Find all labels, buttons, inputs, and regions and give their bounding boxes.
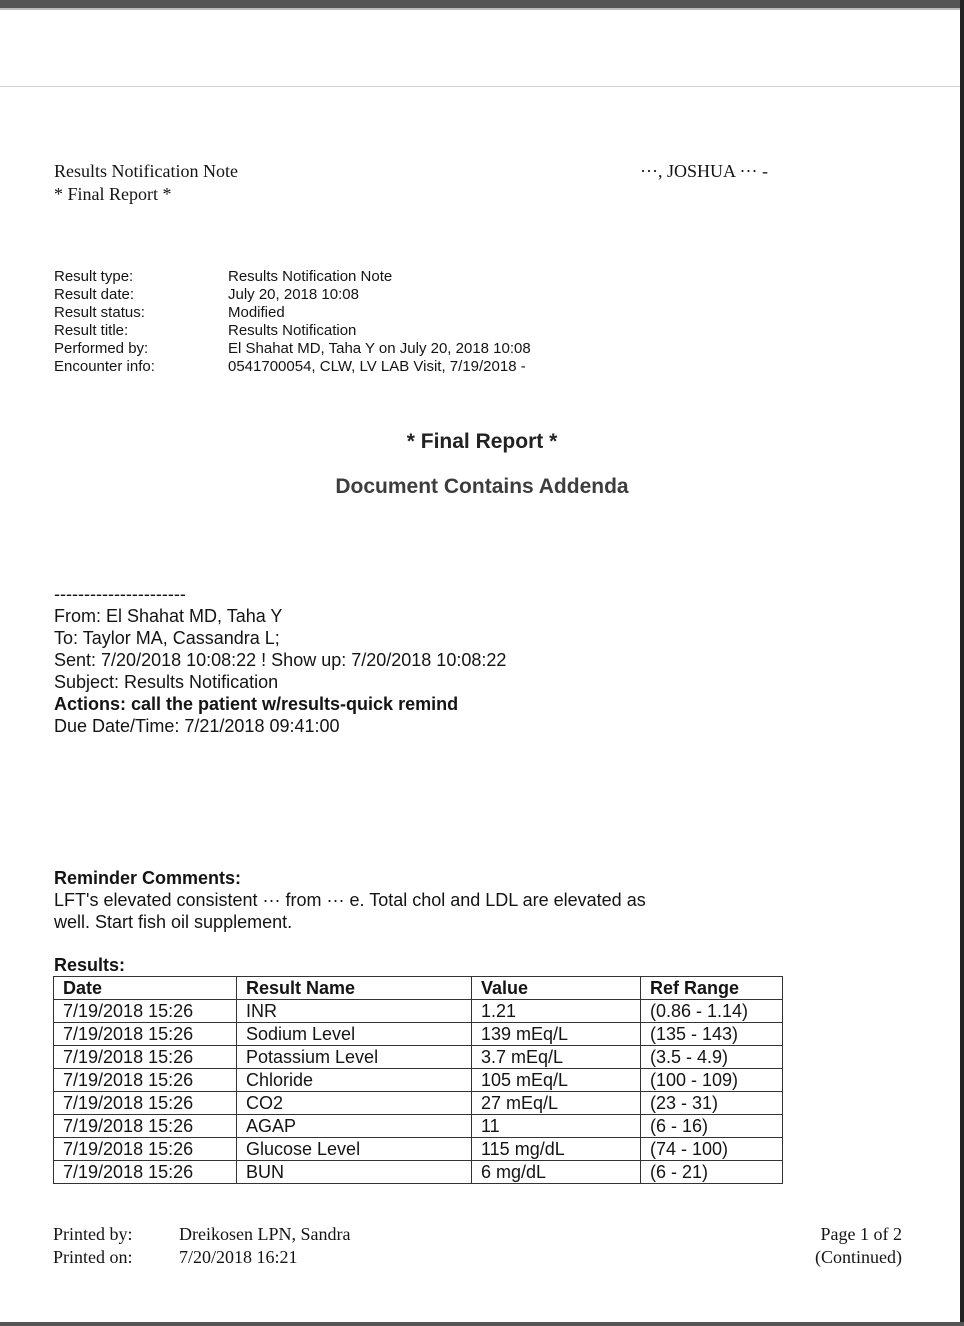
table-row [54, 1161, 783, 1184]
cell-date: 7/19/2018 15:26 [54, 1115, 237, 1138]
column-header-result-name: Result Name [237, 977, 472, 1000]
cell-ref-range: (6 - 16) [641, 1115, 783, 1138]
cell-ref-range: (135 - 143) [641, 1023, 783, 1046]
meta-row [54, 358, 531, 376]
cell-date: 7/19/2018 15:26 [54, 1161, 237, 1184]
cell-date: 7/19/2018 15:26 [54, 1092, 237, 1115]
column-header-ref-range: Ref Range [641, 977, 783, 1000]
meta-value: July 20, 2018 10:08 [228, 286, 359, 303]
reminder-comments [54, 867, 904, 933]
cell-date: 7/19/2018 15:26 [54, 1069, 237, 1092]
meta-label: Result title: [54, 322, 129, 339]
document-header [54, 160, 238, 206]
meta-label: Result date: [54, 286, 135, 303]
cell-value: 139 mEq/L [472, 1023, 641, 1046]
meta-row [54, 286, 531, 304]
cell-ref-range: (23 - 31) [641, 1092, 783, 1115]
reminder-heading: Reminder Comments: [54, 868, 242, 888]
cell-result-name: INR [237, 1000, 472, 1023]
cell-ref-range: (74 - 100) [641, 1138, 783, 1161]
printed-by-row [53, 1223, 350, 1246]
cell-date: 7/19/2018 15:26 [54, 1000, 237, 1023]
cell-value: 6 mg/dL [472, 1161, 641, 1184]
result-metadata [54, 268, 531, 376]
cell-result-name: BUN [237, 1161, 472, 1184]
cell-value: 27 mEq/L [472, 1092, 641, 1115]
printed-by-value: Dreikosen LPN, Sandra [179, 1224, 351, 1244]
meta-label: Performed by: [54, 340, 149, 357]
scan-edge-right [960, 0, 964, 1326]
cell-date: 7/19/2018 15:26 [54, 1138, 237, 1161]
message-block [54, 583, 506, 737]
message-separator: ---------------------- [54, 584, 186, 604]
page-info [815, 1223, 902, 1269]
printed-on-value: 7/20/2018 16:21 [179, 1247, 298, 1267]
reminder-line: well. Start fish oil supplement. [54, 912, 293, 932]
message-due-date: Due Date/Time: 7/21/2018 09:41:00 [54, 716, 340, 736]
meta-value: El Shahat MD, Taha Y on July 20, 2018 10:08 [228, 340, 531, 357]
meta-row [54, 304, 531, 322]
column-header-date: Date [54, 977, 237, 1000]
table-row [54, 1069, 783, 1092]
message-actions: Actions: call the patient w/results-quick remind [54, 694, 459, 714]
cell-result-name: Chloride [237, 1069, 472, 1092]
cell-result-name: CO2 [237, 1092, 472, 1115]
cell-value: 1.21 [472, 1000, 641, 1023]
table-row [54, 1046, 783, 1069]
cell-value: 115 mg/dL [472, 1138, 641, 1161]
table-row [54, 1023, 783, 1046]
page-fold-line [0, 86, 960, 87]
meta-label: Encounter info: [54, 358, 155, 375]
cell-result-name: Glucose Level [237, 1138, 472, 1161]
cell-date: 7/19/2018 15:26 [54, 1046, 237, 1069]
meta-value: 0541700054, CLW, LV LAB Visit, 7/19/2018 - [228, 358, 526, 375]
cell-ref-range: (6 - 21) [641, 1161, 783, 1184]
scan-edge-bottom [0, 1322, 964, 1326]
print-info [53, 1223, 350, 1269]
table-row [54, 1092, 783, 1115]
table-row [54, 1000, 783, 1023]
note-title: Results Notification Note [54, 161, 238, 181]
meta-label: Result type: [54, 268, 134, 285]
cell-ref-range: (3.5 - 4.9) [641, 1046, 783, 1069]
meta-row [54, 268, 531, 286]
final-report-tag: * Final Report * [54, 184, 172, 204]
message-sent: Sent: 7/20/2018 10:08:22 ! Show up: 7/20/2018 10:08:22 [54, 650, 507, 670]
cell-ref-range: (100 - 109) [641, 1069, 783, 1092]
results-heading: Results: [54, 955, 126, 975]
scan-edge-top-shade [0, 8, 964, 10]
meta-row [54, 322, 531, 340]
printed-on-label: Printed on: [53, 1247, 133, 1267]
scan-edge-top [0, 0, 964, 8]
continued-note: (Continued) [815, 1247, 902, 1267]
meta-row [54, 340, 531, 358]
page-number: Page 1 of 2 [820, 1224, 902, 1244]
meta-label: Result status: [54, 304, 145, 321]
addenda-banner: Document Contains Addenda [335, 475, 629, 498]
cell-value: 105 mEq/L [472, 1069, 641, 1092]
message-subject: Subject: Results Notification [54, 672, 279, 692]
column-header-value: Value [472, 977, 641, 1000]
final-report-banner: * Final Report * [406, 430, 558, 453]
reminder-line: LFT's elevated consistent ··· from ··· e. Total chol and LDL are elevated as [54, 890, 646, 910]
cell-result-name: Sodium Level [237, 1023, 472, 1046]
cell-result-name: AGAP [237, 1115, 472, 1138]
meta-value: Results Notification [228, 322, 357, 339]
printed-by-label: Printed by: [53, 1224, 133, 1244]
meta-value: Results Notification Note [228, 268, 393, 285]
cell-ref-range: (0.86 - 1.14) [641, 1000, 783, 1023]
cell-value: 3.7 mEq/L [472, 1046, 641, 1069]
patient-name: ···, JOSHUA ··· - [640, 161, 768, 181]
message-to: To: Taylor MA, Cassandra L; [54, 628, 280, 648]
printed-on-row [53, 1246, 350, 1269]
cell-result-name: Potassium Level [237, 1046, 472, 1069]
cell-date: 7/19/2018 15:26 [54, 1023, 237, 1046]
meta-value: Modified [228, 304, 285, 321]
table-row [54, 1115, 783, 1138]
table-row [54, 1138, 783, 1161]
results-table [53, 976, 783, 1184]
cell-value: 11 [472, 1115, 641, 1138]
message-from: From: El Shahat MD, Taha Y [54, 606, 283, 626]
table-header-row [54, 977, 783, 1000]
